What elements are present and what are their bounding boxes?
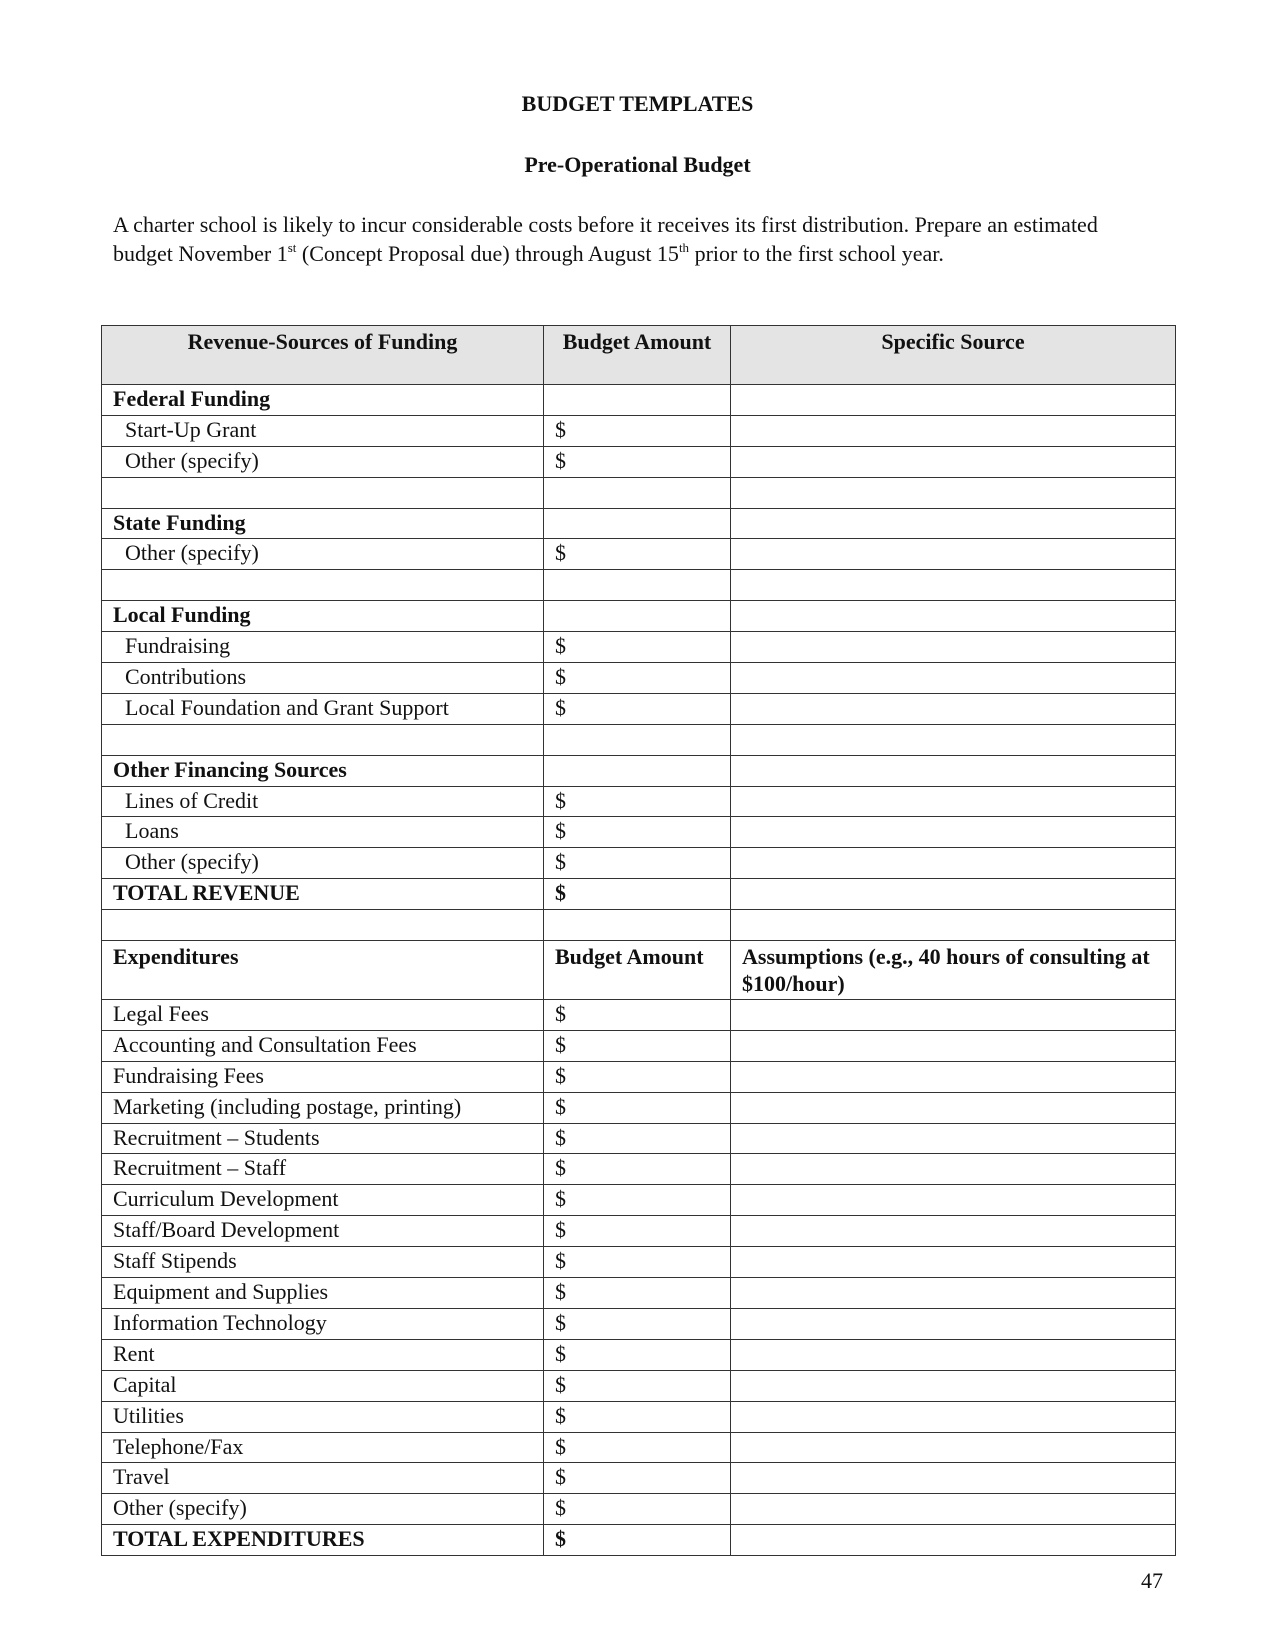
row-label: Other (specify)	[102, 539, 544, 570]
amount-cell[interactable]: $	[544, 1247, 731, 1278]
source-cell[interactable]	[731, 539, 1176, 570]
table-row	[102, 632, 1176, 663]
table-row	[102, 1216, 1176, 1247]
assumption-cell[interactable]	[731, 1308, 1176, 1339]
table-row	[102, 848, 1176, 879]
amount-cell[interactable]: $	[544, 693, 731, 724]
total-revenue-row	[102, 879, 1176, 910]
row-label: Legal Fees	[102, 1000, 544, 1031]
amount-cell[interactable]: $	[544, 1092, 731, 1123]
table-row	[102, 1432, 1176, 1463]
assumption-cell[interactable]	[731, 1000, 1176, 1031]
row-label: Recruitment – Staff	[102, 1154, 544, 1185]
row-label: Curriculum Development	[102, 1185, 544, 1216]
row-label: Other (specify)	[102, 1494, 544, 1525]
source-cell[interactable]	[731, 632, 1176, 663]
budget-table	[101, 325, 1176, 1556]
spacer-row	[102, 910, 1176, 941]
amount-cell[interactable]: $	[544, 1463, 731, 1494]
section-label: Other Financing Sources	[102, 755, 544, 786]
table-row	[102, 1185, 1176, 1216]
table-row	[102, 1092, 1176, 1123]
table-row	[102, 1370, 1176, 1401]
assumption-cell[interactable]	[731, 1123, 1176, 1154]
section-row-federal	[102, 385, 1176, 416]
document-subtitle: Pre-Operational Budget	[524, 152, 751, 177]
row-label: Travel	[102, 1463, 544, 1494]
amount-cell[interactable]: $	[544, 632, 731, 663]
section-label: State Funding	[102, 508, 544, 539]
revenue-header-amount: Budget Amount	[544, 326, 731, 385]
assumption-cell[interactable]	[731, 1370, 1176, 1401]
amount-cell[interactable]: $	[544, 1401, 731, 1432]
assumption-cell[interactable]	[731, 1185, 1176, 1216]
source-cell[interactable]	[731, 879, 1176, 910]
amount-cell[interactable]: $	[544, 786, 731, 817]
source-cell[interactable]	[731, 848, 1176, 879]
intro-text-part3: prior to the first school year.	[689, 241, 944, 266]
section-row-state	[102, 508, 1176, 539]
table-row	[102, 1030, 1176, 1061]
row-label: Staff/Board Development	[102, 1216, 544, 1247]
amount-cell[interactable]: $	[544, 446, 731, 477]
assumption-cell[interactable]	[731, 1525, 1176, 1556]
total-expenditures-label: TOTAL EXPENDITURES	[102, 1525, 544, 1556]
source-cell[interactable]	[731, 663, 1176, 694]
table-row	[102, 539, 1176, 570]
document-title: BUDGET TEMPLATES	[521, 91, 754, 116]
source-cell[interactable]	[731, 385, 1176, 416]
table-row	[102, 1494, 1176, 1525]
assumption-cell[interactable]	[731, 1432, 1176, 1463]
total-expenditures-amount[interactable]: $	[544, 1525, 731, 1556]
section-label: Federal Funding	[102, 385, 544, 416]
section-label: Local Funding	[102, 601, 544, 632]
table-row	[102, 1278, 1176, 1309]
intro-text-part1: A charter school is likely to incur considerable costs before it receives its first distribution. Prepare an estimated budget November 1	[113, 212, 1098, 266]
row-label: Other (specify)	[102, 446, 544, 477]
expenditures-header-label: Expenditures	[102, 941, 544, 1000]
amount-cell[interactable]: $	[544, 1278, 731, 1309]
amount-cell[interactable]: $	[544, 1432, 731, 1463]
assumption-cell[interactable]	[731, 1278, 1176, 1309]
expenditures-body	[102, 1000, 1176, 1525]
assumption-cell[interactable]	[731, 1401, 1176, 1432]
revenue-header-sources: Revenue-Sources of Funding	[102, 326, 544, 385]
amount-cell[interactable]: $	[544, 817, 731, 848]
section-row-other-financing	[102, 755, 1176, 786]
assumption-cell[interactable]	[731, 1463, 1176, 1494]
intro-paragraph	[113, 210, 1133, 268]
table-row	[102, 786, 1176, 817]
table-row	[102, 1308, 1176, 1339]
source-cell[interactable]	[731, 508, 1176, 539]
amount-cell[interactable]: $	[544, 1308, 731, 1339]
amount-cell[interactable]: $	[544, 1216, 731, 1247]
amount-cell[interactable]: $	[544, 1061, 731, 1092]
table-row	[102, 1247, 1176, 1278]
revenue-header	[102, 326, 1176, 385]
assumption-cell[interactable]	[731, 1061, 1176, 1092]
total-expenditures-row	[102, 1525, 1176, 1556]
intro-text-part2: (Concept Proposal due) through August 15	[296, 241, 679, 266]
source-cell[interactable]	[731, 786, 1176, 817]
row-label: Accounting and Consultation Fees	[102, 1030, 544, 1061]
row-label: Fundraising Fees	[102, 1061, 544, 1092]
amount-cell[interactable]	[544, 385, 731, 416]
table-row	[102, 693, 1176, 724]
amount-cell[interactable]: $	[544, 1154, 731, 1185]
revenue-body	[102, 385, 1176, 1000]
source-cell[interactable]	[731, 601, 1176, 632]
amount-cell[interactable]: $	[544, 663, 731, 694]
row-label: Recruitment – Students	[102, 1123, 544, 1154]
table-row	[102, 817, 1176, 848]
row-label: Utilities	[102, 1401, 544, 1432]
row-label: Local Foundation and Grant Support	[102, 693, 544, 724]
assumption-cell[interactable]	[731, 1339, 1176, 1370]
amount-cell[interactable]: $	[544, 1339, 731, 1370]
intro-sup-th: th	[678, 240, 690, 255]
expenditures-header-assumptions: Assumptions (e.g., 40 hours of consulting at $100/hour)	[731, 941, 1176, 1000]
row-label: Rent	[102, 1339, 544, 1370]
table-row	[102, 1339, 1176, 1370]
row-label: Telephone/Fax	[102, 1432, 544, 1463]
source-cell[interactable]	[731, 446, 1176, 477]
row-label: Contributions	[102, 663, 544, 694]
amount-cell[interactable]: $	[544, 415, 731, 446]
table-row	[102, 1463, 1176, 1494]
amount-cell[interactable]: $	[544, 848, 731, 879]
revenue-header-specific-source: Specific Source	[731, 326, 1176, 385]
source-cell[interactable]	[731, 415, 1176, 446]
spacer-row	[102, 477, 1176, 508]
table-row	[102, 1401, 1176, 1432]
table-row	[102, 663, 1176, 694]
section-row-local	[102, 601, 1176, 632]
amount-cell[interactable]	[544, 755, 731, 786]
assumption-cell[interactable]	[731, 1092, 1176, 1123]
amount-cell[interactable]: $	[544, 1494, 731, 1525]
row-label: Start-Up Grant	[102, 415, 544, 446]
amount-cell[interactable]: $	[544, 1370, 731, 1401]
row-label: Marketing (including postage, printing)	[102, 1092, 544, 1123]
expenditures-header-amount: Budget Amount	[544, 941, 731, 1000]
expenditures-header	[102, 941, 1176, 1000]
amount-cell[interactable]: $	[544, 1123, 731, 1154]
spacer-row	[102, 724, 1176, 755]
amount-cell[interactable]: $	[544, 1185, 731, 1216]
spacer-row	[102, 570, 1176, 601]
assumption-cell[interactable]	[731, 1216, 1176, 1247]
source-cell[interactable]	[731, 755, 1176, 786]
assumption-cell[interactable]	[731, 1154, 1176, 1185]
amount-cell[interactable]	[544, 508, 731, 539]
source-cell[interactable]	[731, 817, 1176, 848]
table-row	[102, 415, 1176, 446]
row-label: Capital	[102, 1370, 544, 1401]
amount-cell[interactable]: $	[544, 1030, 731, 1061]
row-label: Lines of Credit	[102, 786, 544, 817]
row-label: Fundraising	[102, 632, 544, 663]
amount-cell[interactable]: $	[544, 539, 731, 570]
page-number: 47	[1141, 1568, 1163, 1593]
table-row	[102, 1061, 1176, 1092]
source-cell[interactable]	[731, 693, 1176, 724]
total-revenue-amount[interactable]: $	[544, 879, 731, 910]
assumption-cell[interactable]	[731, 1494, 1176, 1525]
amount-cell[interactable]: $	[544, 1000, 731, 1031]
intro-sup-st: st	[287, 240, 297, 255]
row-label: Loans	[102, 817, 544, 848]
assumption-cell[interactable]	[731, 1247, 1176, 1278]
total-revenue-label: TOTAL REVENUE	[102, 879, 544, 910]
expenditures-total	[102, 1525, 1176, 1556]
assumption-cell[interactable]	[731, 1030, 1176, 1061]
table-row	[102, 1154, 1176, 1185]
row-label: Equipment and Supplies	[102, 1278, 544, 1309]
amount-cell[interactable]	[544, 601, 731, 632]
row-label: Staff Stipends	[102, 1247, 544, 1278]
row-label: Information Technology	[102, 1308, 544, 1339]
table-row	[102, 446, 1176, 477]
table-row	[102, 1000, 1176, 1031]
row-label: Other (specify)	[102, 848, 544, 879]
table-row	[102, 1123, 1176, 1154]
